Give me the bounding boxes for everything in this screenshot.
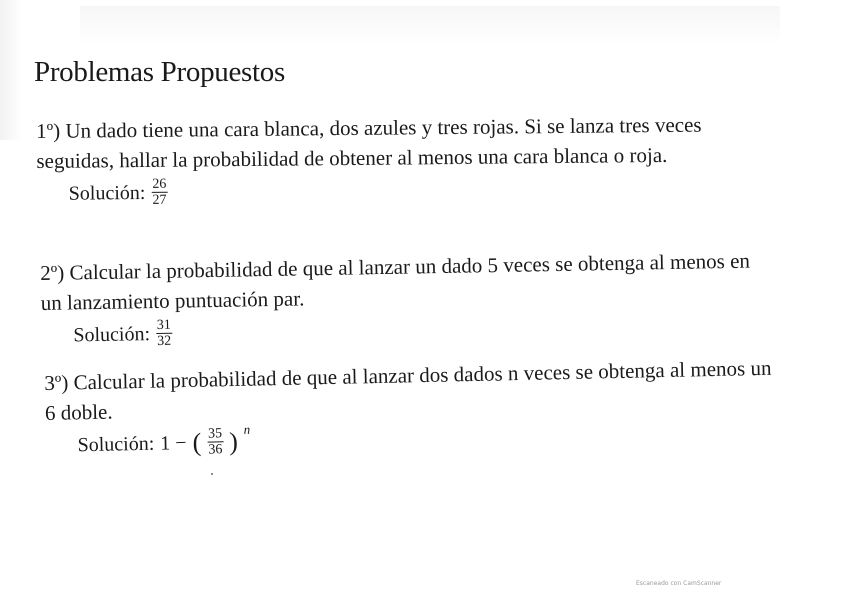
scan-speck — [211, 473, 213, 475]
fraction-denominator: 27 — [152, 192, 167, 208]
solution-fraction — [151, 177, 167, 208]
problem-2 — [40, 245, 772, 351]
scanner-watermark: Escaneado con CamScanner — [636, 580, 722, 587]
problem-1-text: 1º) Un dado tiene una cara blanca, dos azules y tres rojas. Si se lanza tres veces seguidas, hallar la probabilidad de obtener al menos una cara blanca o roja. — [36, 112, 702, 173]
scan-bleed-through — [80, 6, 780, 46]
fraction-denominator: 32 — [157, 333, 172, 349]
fraction-numerator: 35 — [207, 426, 223, 442]
problem-1 — [36, 109, 772, 209]
fraction-numerator: 31 — [156, 317, 171, 333]
fraction-numerator: 26 — [152, 176, 167, 192]
problem-1-solution — [69, 171, 772, 209]
fraction-denominator: 36 — [208, 442, 223, 458]
problem-3-text: 3º) Calcular la probabilidad de que al lanzar dos dados n veces se obtenga al menos un 6 doble. — [44, 355, 772, 425]
right-paren: ) — [228, 426, 239, 456]
problem-2-text: 2º) Calcular la probabilidad de que al lanzar un dado 5 veces se obtenga al menos en un lanzamiento puntuación par. — [40, 248, 751, 315]
problem-3 — [44, 353, 776, 461]
solution-label: Solución: — [68, 181, 146, 205]
solution-label: Solución: — [77, 432, 155, 456]
solution-label: Solución: — [73, 322, 151, 346]
section-title: Problemas Propuestos — [34, 56, 285, 88]
solution-prefix: 1 − — [160, 431, 187, 455]
solution-fraction — [207, 426, 224, 457]
scan-edge-shadow — [0, 0, 22, 140]
solution-fraction — [156, 318, 173, 349]
left-paren: ( — [192, 427, 202, 457]
solution-exponent: n — [243, 421, 251, 437]
